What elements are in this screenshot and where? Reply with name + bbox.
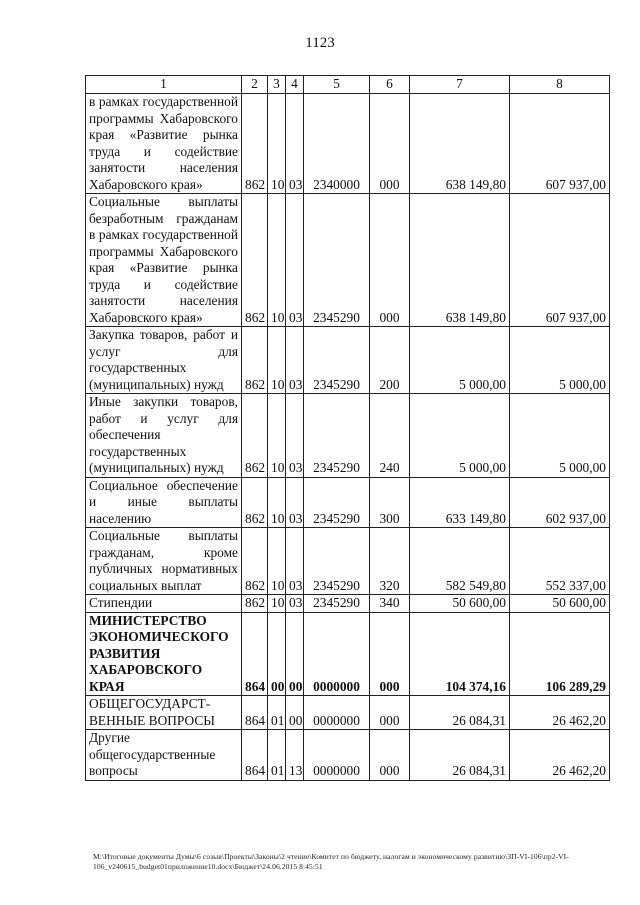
cell-target-article: 2345290: [304, 595, 370, 613]
cell-ministry-code: 864: [242, 612, 268, 696]
cell-section: 10: [268, 194, 286, 327]
cell-ministry-code: 862: [242, 194, 268, 327]
cell-amount-8: 607 937,00: [510, 94, 610, 194]
table-row: [86, 394, 610, 478]
cell-expense-type: 000: [370, 612, 410, 696]
cell-target-article: 2345290: [304, 528, 370, 595]
cell-amount-8: 26 462,20: [510, 730, 610, 781]
header-cell: 8: [510, 76, 610, 94]
row-name: Закупка товаров, работ и услуг для государственных (муниципальных) нужд: [86, 327, 242, 394]
table-row: [86, 595, 610, 613]
cell-amount-8: 602 937,00: [510, 477, 610, 528]
cell-target-article: 0000000: [304, 730, 370, 781]
cell-subsection: 03: [286, 595, 304, 613]
page-number: 1123: [305, 35, 335, 51]
cell-section: 10: [268, 477, 286, 528]
cell-ministry-code: 864: [242, 696, 268, 730]
cell-section: 00: [268, 612, 286, 696]
cell-target-article: 2340000: [304, 94, 370, 194]
cell-subsection: 03: [286, 394, 304, 478]
cell-expense-type: 000: [370, 194, 410, 327]
cell-subsection: 03: [286, 94, 304, 194]
cell-subsection: 03: [286, 477, 304, 528]
cell-target-article: 2345290: [304, 327, 370, 394]
cell-amount-7: 104 374,16: [410, 612, 510, 696]
cell-amount-8: 5 000,00: [510, 394, 610, 478]
row-name: в рамках государственной программы Хабаровского края «Развитие рынка труда и содействие занятости населения Хабаровского края»: [86, 94, 242, 194]
cell-expense-type: 240: [370, 394, 410, 478]
row-name: Социальные выплаты безработным гражданам в рамках государственной программы Хабаровского края «Развитие рынка труда и содействие занятости населения Хабаровского края»: [86, 194, 242, 327]
cell-amount-7: 26 084,31: [410, 696, 510, 730]
row-name: Социальные выплаты гражданам, кроме публичных нормативных социальных выплат: [86, 528, 242, 595]
cell-expense-type: 000: [370, 94, 410, 194]
cell-expense-type: 200: [370, 327, 410, 394]
cell-subsection: 03: [286, 327, 304, 394]
header-cell: 6: [370, 76, 410, 94]
cell-amount-7: 5 000,00: [410, 394, 510, 478]
row-name: Социальное обеспечение и иные выплаты населению: [86, 477, 242, 528]
row-name: МИНИСТЕРСТВО ЭКОНОМИЧЕСКОГО РАЗВИТИЯ ХАБАРОВСКОГО КРАЯ: [86, 612, 242, 696]
cell-ministry-code: 862: [242, 528, 268, 595]
budget-table: [85, 75, 610, 781]
cell-ministry-code: 862: [242, 94, 268, 194]
cell-section: 10: [268, 94, 286, 194]
cell-expense-type: 000: [370, 696, 410, 730]
row-name: Иные закупки товаров, работ и услуг для обеспечения государственных (муниципальных) нужд: [86, 394, 242, 478]
cell-amount-7: 582 549,80: [410, 528, 510, 595]
cell-section: 10: [268, 394, 286, 478]
cell-section: 10: [268, 528, 286, 595]
cell-ministry-code: 864: [242, 730, 268, 781]
cell-amount-8: 552 337,00: [510, 528, 610, 595]
row-name: Другие общегосударственные вопросы: [86, 730, 242, 781]
cell-subsection: 13: [286, 730, 304, 781]
cell-ministry-code: 862: [242, 394, 268, 478]
cell-amount-8: 50 600,00: [510, 595, 610, 613]
cell-amount-7: 5 000,00: [410, 327, 510, 394]
cell-section: 01: [268, 696, 286, 730]
table-row: [86, 477, 610, 528]
header-cell: 3: [268, 76, 286, 94]
header-cell: 5: [304, 76, 370, 94]
cell-section: 10: [268, 327, 286, 394]
cell-target-article: 2345290: [304, 394, 370, 478]
header-cell: 1: [86, 76, 242, 94]
header-cell: 2: [242, 76, 268, 94]
cell-subsection: 00: [286, 612, 304, 696]
cell-ministry-code: 862: [242, 477, 268, 528]
row-name: Стипендии: [86, 595, 242, 613]
cell-target-article: 0000000: [304, 612, 370, 696]
cell-amount-7: 638 149,80: [410, 194, 510, 327]
cell-subsection: 00: [286, 696, 304, 730]
cell-ministry-code: 862: [242, 595, 268, 613]
cell-amount-8: 5 000,00: [510, 327, 610, 394]
cell-subsection: 03: [286, 528, 304, 595]
cell-expense-type: 000: [370, 730, 410, 781]
header-row: [86, 76, 610, 94]
cell-target-article: 2345290: [304, 477, 370, 528]
header-cell: 7: [410, 76, 510, 94]
cell-section: 01: [268, 730, 286, 781]
cell-expense-type: 300: [370, 477, 410, 528]
cell-amount-8: 607 937,00: [510, 194, 610, 327]
footer-file-path: М:\Итоговые документы Думы\6 созыв\Проекты\Законы\2 чтение\Комитет по бюджету, налогам и экономическому развитию\ЗП-VI-106\пр2-VI-106_v240615_budget01приложение10.docx\Бюджет\24.06.2015 8:45:51: [93, 852, 569, 871]
table-row: [86, 94, 610, 194]
table-row: [86, 730, 610, 781]
row-name: ОБЩЕГОСУДАРСТ-ВЕННЫЕ ВОПРОСЫ: [86, 696, 242, 730]
cell-amount-7: 633 149,80: [410, 477, 510, 528]
cell-ministry-code: 862: [242, 327, 268, 394]
table-row: [86, 528, 610, 595]
cell-expense-type: 320: [370, 528, 410, 595]
table-row: [86, 612, 610, 696]
cell-amount-8: 106 289,29: [510, 612, 610, 696]
header-cell: 4: [286, 76, 304, 94]
table-row: [86, 194, 610, 327]
cell-expense-type: 340: [370, 595, 410, 613]
cell-target-article: 0000000: [304, 696, 370, 730]
cell-amount-8: 26 462,20: [510, 696, 610, 730]
cell-amount-7: 50 600,00: [410, 595, 510, 613]
table-row: [86, 696, 610, 730]
cell-amount-7: 26 084,31: [410, 730, 510, 781]
table-row: [86, 327, 610, 394]
cell-target-article: 2345290: [304, 194, 370, 327]
cell-amount-7: 638 149,80: [410, 94, 510, 194]
cell-section: 10: [268, 595, 286, 613]
cell-subsection: 03: [286, 194, 304, 327]
